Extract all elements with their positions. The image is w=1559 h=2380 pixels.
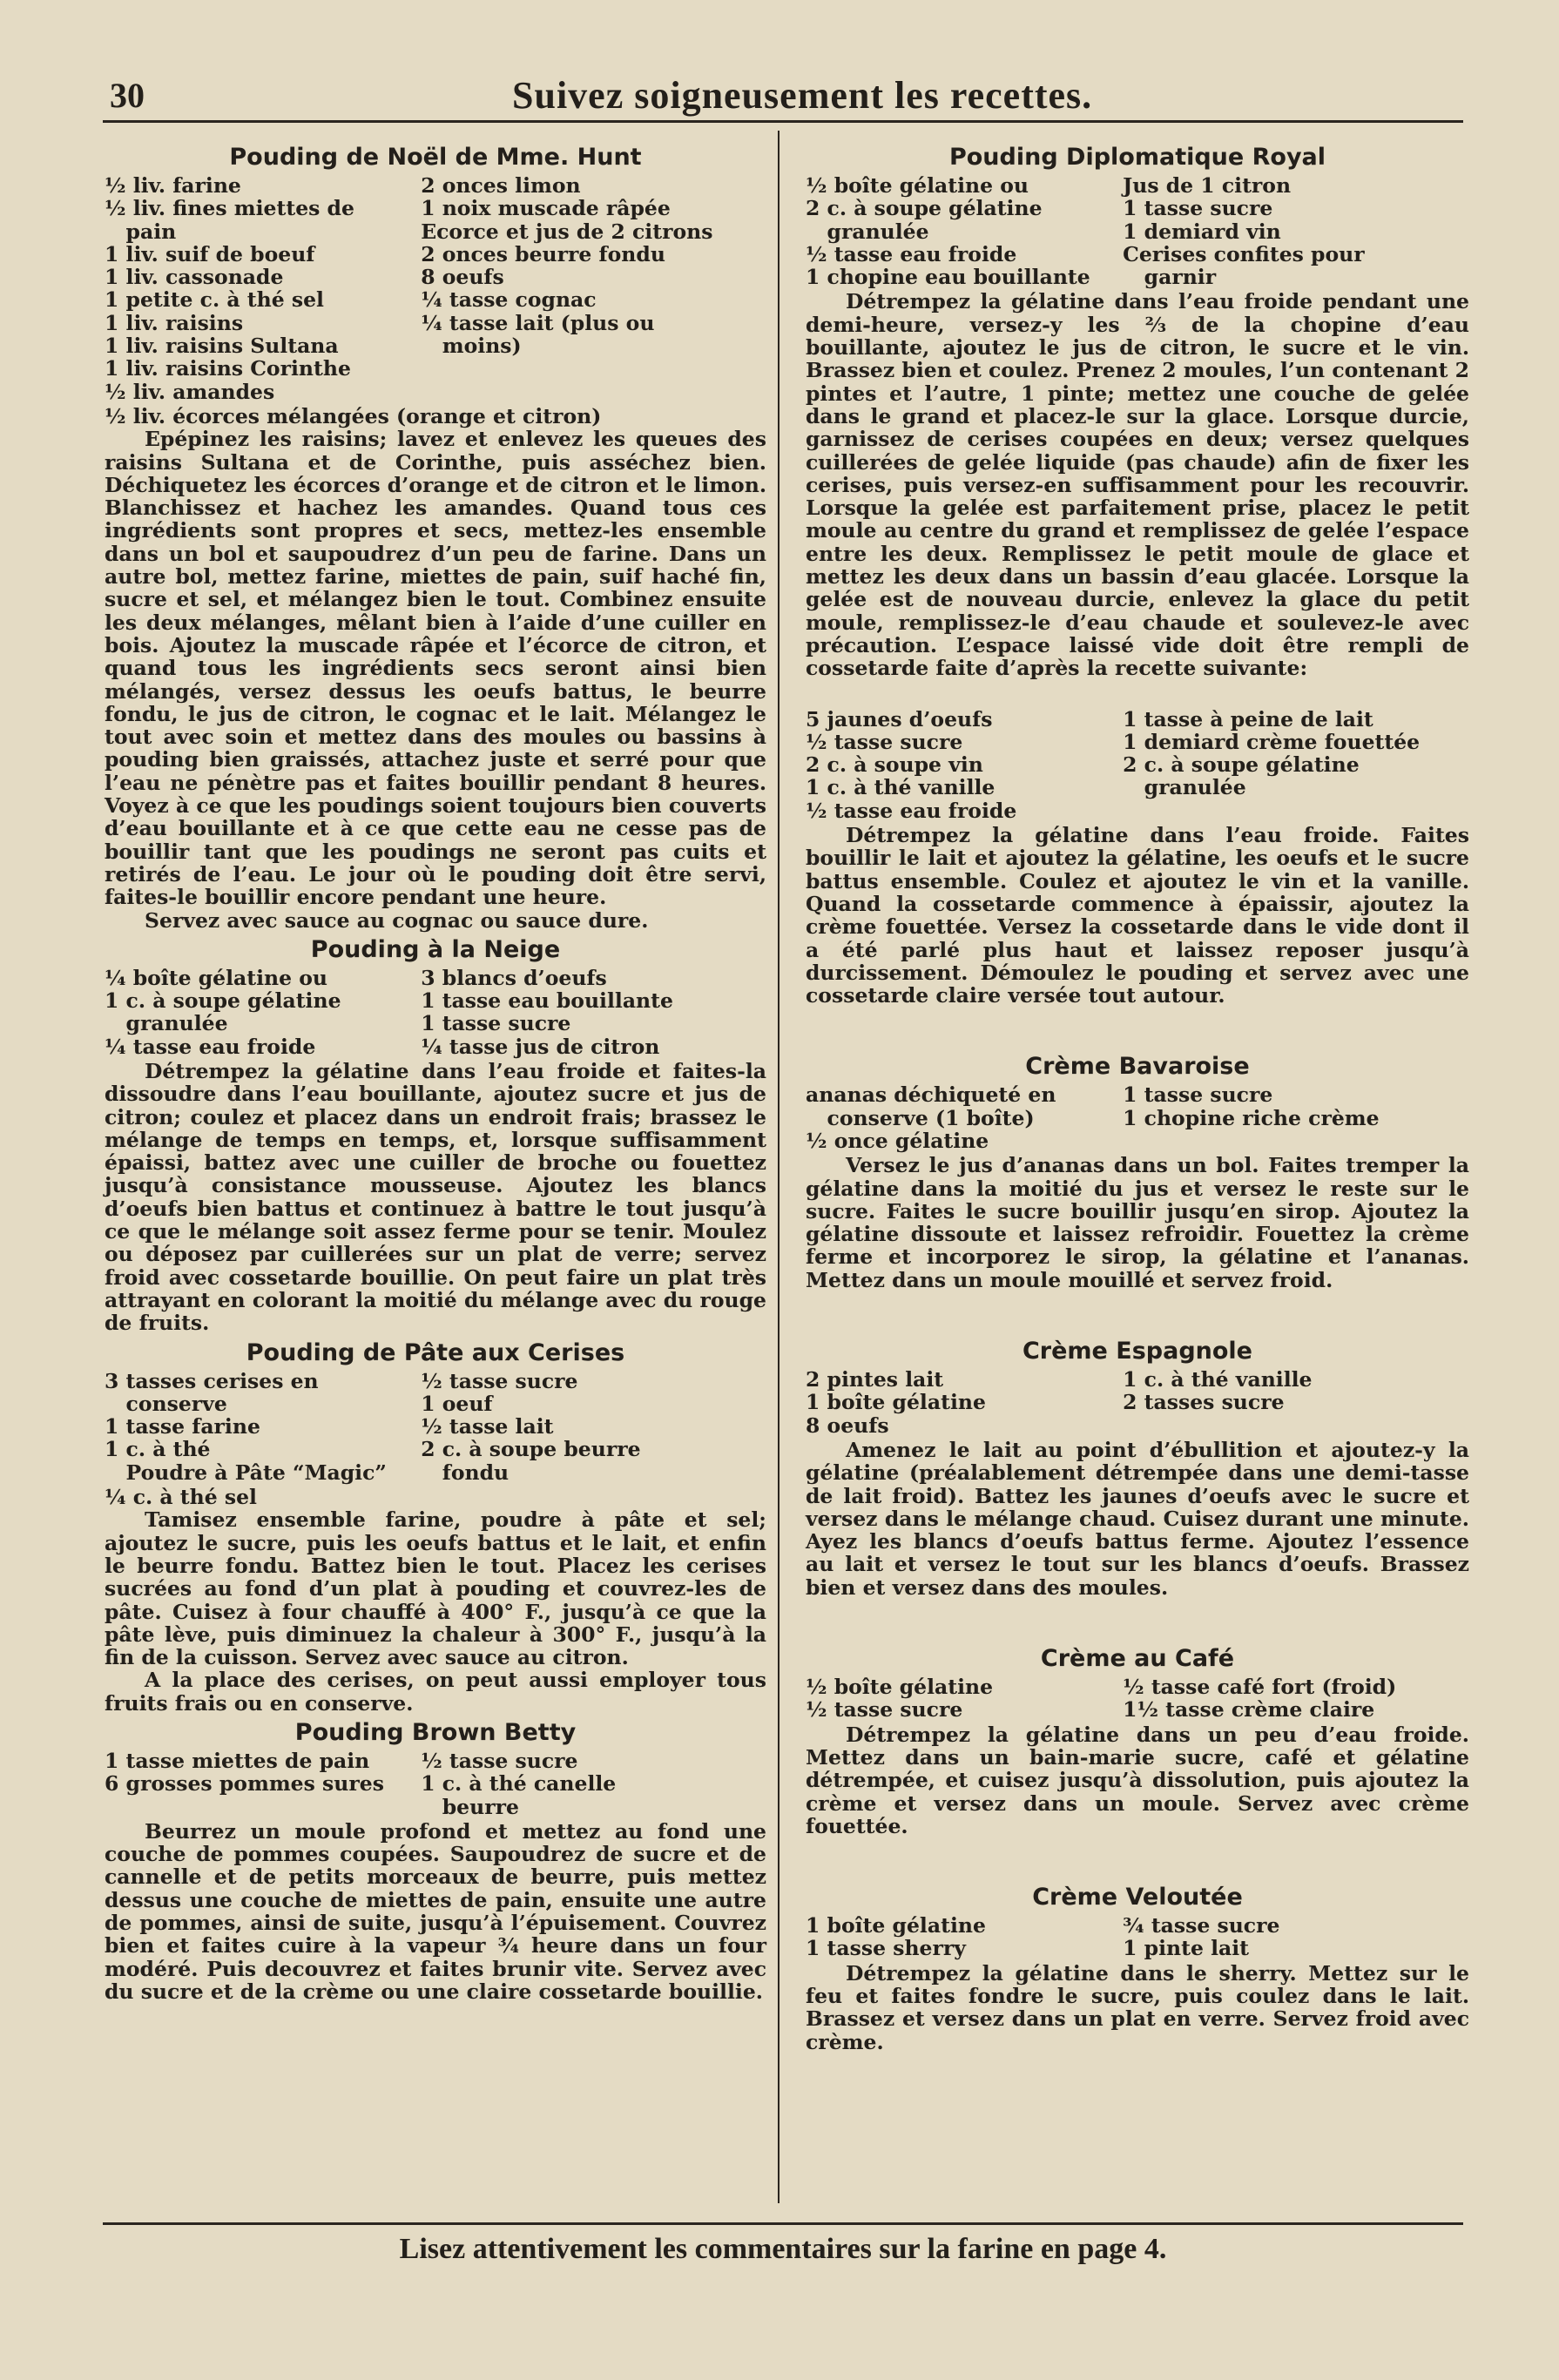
spacer [806, 680, 1469, 706]
ingredient: Ecorce et jus de 2 citrons [421, 219, 713, 244]
ingredient: granulée [806, 219, 929, 244]
recipe-pouding-brown-betty [105, 1718, 766, 2003]
recipe-title: Pouding à la Neige [310, 935, 561, 963]
ingredient: ½ tasse sucre [806, 1697, 963, 1723]
ingredient-column [806, 1914, 1117, 1960]
recipe-instructions: Détrempez la gélatine dans l’eau froide et faites-la dissoudre dans l’eau bouillante, ajoutez sucre et jus de citron; coulez et placez dans un endroit frais; brassez le mélange de temps en temps, et, lorsque suffisamment épaissi, battez avec une cuiller de broche ou fouettez jusqu’à consistance mousseuse. Ajoutez les blancs d’oeufs bien battus et continuez à battre le tout jusqu’à ce que le mélange soit assez ferme pour se tenir. Moulez ou déposez par cuillerées sur un plat de verre; servez froid avec cossetarde bouillie. On peut faire un plat très attrayant en colorant la moitié du mélange avec du rouge de fruits. [105, 1058, 766, 1336]
ingredient-column [105, 1370, 415, 1484]
ingredient-list [806, 1083, 1469, 1152]
recipe-title: Pouding de Pâte aux Cerises [246, 1338, 625, 1366]
recipe-title: Pouding Diplomatique Royal [948, 144, 1326, 171]
ingredient-column [421, 967, 772, 1058]
ingredient: 2 onces limon [421, 173, 581, 198]
recipe-instructions: Détrempez la gélatine dans l’eau froide. Faites bouillir le lait et ajoutez la gélatine, les oeufs et le sucre battus ensemble. Coulez et ajoutez le vin et la vanille. Quand la cossetarde commence à épaissir, ajoutez la crème fouettée. Versez la cossetarde dans le vide dont il a été parlé plus haut et laissez reposer jusqu’à durcissement. Démoulez le pouding et servez avec une cossetarde claire versée tout autour. [806, 823, 1469, 1008]
ingredient-list [806, 1675, 1469, 1722]
spacer [806, 1599, 1469, 1641]
ingredient: 1½ tasse crème claire [1123, 1697, 1375, 1723]
ingredient: garnir [1123, 265, 1217, 290]
ingredient: 3 blancs d’oeufs [421, 965, 607, 990]
recipe-instructions: Beurrez un moule profond et mettez au fond une couche de pommes coupées. Saupoudrez de sucre et de cannelle et de petits morceaux de beurre, puis mettez dessus une couche de miettes de pain, ensuite une autre de pommes, ainsi de suite, jusqu’à l’épuisement. Couvrez bien et faites cuire à la vapeur ¾ heure dans un four modéré. Puis decouvrez et faites brunir vite. Servez avec du sucre et de la crème ou une claire cossetarde bouillie. [105, 1818, 766, 2004]
ingredient-column [105, 1750, 415, 1818]
ingredient: 1 demiard crème fouettée [1123, 729, 1421, 754]
ingredient: beurre [421, 1794, 519, 1819]
page-title: Suivez soigneusement les recettes. [512, 74, 1093, 117]
ingredient-list [806, 708, 1469, 822]
ingredient: 1 boîte gélatine [806, 1913, 986, 1938]
ingredient-list [806, 1368, 1469, 1437]
ingredient: 8 oeufs [806, 1412, 889, 1438]
right-column [806, 139, 1469, 2053]
ingredient-list [105, 1370, 766, 1484]
ingredient: 1 boîte gélatine [806, 1390, 986, 1415]
ingredient: ¼ tasse jus de citron [421, 1034, 660, 1059]
ingredient: 1 pinte lait [1123, 1936, 1250, 1961]
ingredient: 1 tasse miettes de pain [105, 1749, 370, 1773]
spacer [806, 1291, 1469, 1333]
recipe-instructions: Détrempez la gélatine dans le sherry. Mettez sur le feu et faites fondre le sucre, puis coulez dans le lait. Brassez et versez dans un plat en verre. Servez froid avec crème. [806, 1960, 1469, 2054]
ingredient: ½ liv. farine [105, 173, 241, 198]
ingredient-column [1123, 174, 1475, 288]
ingredient: 8 oeufs [421, 265, 504, 290]
column-divider [778, 131, 780, 2203]
ingredient-column [105, 174, 415, 403]
ingredient: ¼ c. à thé sel [105, 1485, 257, 1510]
ingredient: Jus de 1 citron [1123, 173, 1292, 198]
ingredient-list [806, 174, 1469, 288]
ingredient: 1 tasse sucre [1123, 196, 1273, 221]
ingredient: 3 tasses cerises en [105, 1368, 319, 1393]
recipe-creme-veloutee [806, 1883, 1469, 2053]
left-column [105, 139, 766, 2003]
ingredient: 1 liv. cassonade [105, 265, 284, 290]
recipe-creme-bavaroise [806, 1052, 1469, 1291]
recipe-title: Crème Bavaroise [1025, 1053, 1250, 1081]
ingredient: 1 chopine riche crème [1123, 1105, 1380, 1130]
page-header [103, 68, 1470, 120]
recipe-pouding-diplomatique [806, 143, 1469, 1007]
recipe-pouding-cerises [105, 1338, 766, 1715]
ingredient: 2 tasses sucre [1123, 1390, 1285, 1415]
recipe-creme-espagnole [806, 1337, 1469, 1599]
ingredient: Poudre à Pâte “Magic” [105, 1460, 387, 1485]
ingredient-column [1123, 1675, 1475, 1722]
ingredient: pain [105, 219, 177, 244]
ingredient: ½ tasse eau froide [806, 798, 1017, 823]
ingredient: ½ liv. fines miettes de [105, 196, 354, 221]
page-footer: Lisez attentivement les commentaires sur la farine en page 4. [399, 2233, 1167, 2265]
ingredient: ½ tasse eau froide [806, 241, 1017, 266]
recipe-title: Crème Veloutée [1032, 1884, 1243, 1911]
ingredient-column [1123, 1914, 1475, 1960]
ingredient-column [806, 1675, 1117, 1722]
ingredient: 2 onces beurre fondu [421, 241, 665, 266]
ingredient-column [105, 967, 415, 1058]
ingredient: conserve (1 boîte) [806, 1105, 1035, 1130]
footer-rule [103, 2222, 1463, 2225]
ingredient-list [105, 174, 766, 403]
ingredient-column [421, 1750, 772, 1818]
ingredient: 1 liv. raisins [105, 310, 244, 335]
ingredient: 2 pintes lait [806, 1367, 944, 1392]
ingredient: ½ boîte gélatine ou [806, 173, 1029, 198]
ingredient: 6 grosses pommes sures [105, 1771, 384, 1797]
page-number: 30 [110, 76, 145, 115]
ingredient-column [1123, 1368, 1475, 1437]
ingredient: 1 c. à soupe gélatine [105, 988, 341, 1014]
ingredient: ¼ tasse cognac [421, 287, 597, 313]
ingredient: ½ tasse sucre [806, 729, 963, 754]
ingredient: 2 c. à soupe vin [806, 752, 983, 778]
ingredient: granulée [105, 1011, 228, 1036]
recipe-instructions: Epépinez les raisins; lavez et enlevez les queues des raisins Sultana et de Corinthe, puis asséchez bien. Déchiquetez les écorces d’orange et de citron et le limon. Blanchissez et hachez les amandes. Quand tous ces ingrédients sont propres et secs, mettez-les ensemble dans un bol et saupoudrez d’un peu de farine. Dans un autre bol, mettez farine, miettes de pain, suif haché fin, sucre et sel, et mélangez bien le tout. Combinez ensuite les deux mélanges, mêlant bien à l’aide d’une cuiller en bois. Ajoutez la muscade râpée et l’écorce de citron, et quand tous les ingrédients secs seront ainsi bien mélangés, versez dessus les oeufs battus, le beurre fondu, le jus de citron, le cognac et le lait. Mélangez le tout avec soin et mettez dans des moules ou bassins à pouding bien graissés, attachez juste et serré pour que l’eau ne pénètre pas et faites bouillir pendant 8 heures. Voyez à ce que les poudings soient toujours bien couverts d’eau bouillante et à ce que cette eau ne cesse pas de bouillir tant que les poudings ne seront pas cuits et retirés de l’eau. Le jour où le pouding doit être servi, faites-le bouillir encore pendant une heure. [105, 427, 766, 910]
recipe-instructions: Versez le jus d’ananas dans un bol. Faites tremper la gélatine dans la moitié du jus et versez le reste sur le sucre. Faites le sucre bouillir jusqu’en sirop. Ajoutez la gélatine dissoute et laissez refroidir. Fouettez la crème ferme et incorporez le sirop, la gélatine et l’ananas. Mettez dans un moule mouillé et servez froid. [806, 1153, 1469, 1292]
ingredient: 1 petite c. à thé sel [105, 287, 324, 313]
ingredient-column [421, 174, 772, 403]
ingredient: 1 noix muscade râpée [421, 196, 671, 221]
ingredient-column [806, 1083, 1117, 1152]
ingredient: 1 tasse sucre [421, 1011, 571, 1036]
ingredient: 1 tasse farine [105, 1414, 260, 1439]
recipe-note: Servez avec sauce au cognac ou sauce dure. [145, 907, 649, 933]
ingredient: 1 liv. raisins Sultana [105, 334, 339, 359]
recipe-title: Crème Espagnole [1022, 1338, 1252, 1365]
spacer [806, 1007, 1469, 1048]
recipe-title: Crème au Café [1040, 1645, 1235, 1673]
ingredient: ¼ tasse lait (plus ou [421, 310, 655, 335]
ingredient: fondu [421, 1460, 510, 1485]
ingredient: 5 jaunes d’oeufs [806, 706, 993, 732]
recipe-pouding-neige [105, 935, 766, 1335]
ingredient: 2 c. à soupe gélatine [806, 196, 1043, 221]
ingredient: conserve [105, 1391, 227, 1416]
ingredient: 1 tasse eau bouillante [421, 988, 673, 1014]
ingredient-column [806, 174, 1117, 288]
ingredient: 1 demiard vin [1123, 219, 1281, 244]
ingredient-column [421, 1370, 772, 1484]
ingredient: Cerises confites pour [1123, 241, 1365, 266]
ingredient: ½ boîte gélatine [806, 1675, 994, 1700]
ingredient-column [1123, 1083, 1475, 1152]
ingredient: 1 chopine eau bouillante [806, 265, 1090, 290]
ingredient-list [806, 1914, 1469, 1960]
recipe-creme-cafe [806, 1644, 1469, 1837]
ingredient: 1 tasse sherry [806, 1936, 966, 1961]
ingredient: 1 liv. raisins Corinthe [105, 356, 351, 381]
ingredient: ½ tasse café fort (froid) [1123, 1675, 1397, 1700]
ingredient-list [105, 967, 766, 1058]
ingredient: ¾ tasse sucre [1123, 1913, 1280, 1938]
ingredient: moins) [421, 334, 522, 359]
ingredient: 1 c. à thé canelle [421, 1771, 617, 1797]
recipe-note: A la place des cerises, on peut aussi employer tous fruits frais ou en conserve. [105, 1668, 766, 1716]
header-rule [103, 120, 1463, 123]
spacer [806, 1837, 1469, 1879]
recipe-title: Pouding Brown Betty [294, 1719, 577, 1746]
ingredient-column [1123, 708, 1475, 822]
ingredient: ¼ boîte gélatine ou [105, 965, 328, 990]
ingredient: 1 c. à thé [105, 1437, 211, 1462]
ingredient: 1 tasse sucre [1123, 1082, 1273, 1108]
ingredient: 2 c. à soupe gélatine [1123, 752, 1360, 778]
ingredient-column [806, 1368, 1117, 1437]
ingredient: ½ once gélatine [806, 1128, 989, 1153]
ingredient: 2 c. à soupe beurre [421, 1437, 641, 1462]
ingredient-list [105, 1750, 766, 1818]
recipe-pouding-noel [105, 143, 766, 932]
ingredient: ½ tasse sucre [421, 1368, 578, 1393]
recipe-instructions: Tamisez ensemble farine, poudre à pâte et sel; ajoutez le sucre, puis les oeufs battus et le lait, et enfin le beurre fondu. Battez bien le tout. Placez les cerises sucrées au fond d’un plat à pouding et couvrez-les de pâte. Cuisez à four chauffé à 400° F., jusqu’à ce que la pâte lève, puis diminuez la chaleur à 300° F., jusqu’à la fin de la cuisson. Servez avec sauce au citron. [105, 1507, 766, 1670]
ingredient: ½ liv. amandes [105, 379, 275, 404]
recipe-instructions: Amenez le lait au point d’ébullition et ajoutez-y la gélatine (préalablement détrempée dans une demi-tasse de lait froid). Battez les jaunes d’oeufs avec le sucre et versez dans le mélange chaud. Cuisez durant une minute. Ayez les blancs d’oeufs battus ferme. Ajoutez l’essence au lait et versez le tout sur les blancs d’oeufs. Brassez bien et versez dans des moules. [806, 1437, 1469, 1600]
ingredient: 1 tasse à peine de lait [1123, 706, 1373, 732]
ingredient: 1 liv. suif de boeuf [105, 241, 315, 266]
ingredient: granulée [1123, 775, 1246, 800]
recipe-title: Pouding de Noël de Mme. Hunt [229, 144, 642, 171]
recipe-instructions: Détrempez la gélatine dans l’eau froide pendant une demi-heure, versez-y les ⅔ de la chopine d’eau bouillante, ajoutez le jus de citron, le sucre et le vin. Brassez bien et coulez. Prenez 2 moules, l’un contenant 2 pintes et l’autre, 1 pinte; mettez une couche de gelée dans le grand et placez-le sur la glace. Lorsque durcie, garnissez de cerises coupées en deux; versez quelques cuillerées de gelée liquide (pas chaude) afin de fixer les cerises, puis versez-en suffisamment pour les recouvrir. Lorsque la gelée est parfaitement prise, placez le petit moule au centre du grand et remplissez de gelée l’espace entre les deux. Remplissez le petit moule de glace et mettez les deux dans un bassin d’eau glacée. Lorsque la gelée est de nouveau durcie, enlevez la glace du petit moule, remplissez-le d’eau chaude et soulevez-le avec précaution. L’espace laissé vide doit être rempli de cossetarde faite d’après la recette suivante: [806, 289, 1469, 681]
ingredient: ananas déchiqueté en [806, 1082, 1056, 1108]
ingredient: ½ tasse lait [421, 1414, 554, 1439]
ingredient: 1 c. à thé vanille [1123, 1367, 1313, 1392]
ingredient: 1 oeuf [421, 1391, 493, 1416]
ingredient: ½ tasse sucre [421, 1749, 578, 1773]
ingredient-column [806, 708, 1117, 822]
ingredient: 1 c. à thé vanille [806, 775, 995, 800]
ingredient: ¼ tasse eau froide [105, 1034, 316, 1059]
recipe-instructions: Détrempez la gélatine dans un peu d’eau froide. Mettez dans un bain-marie sucre, café et gélatine détrempée, et cuisez jusqu’à dissolution, puis ajoutez la crème et versez dans un moule. Servez avec crème fouettée. [806, 1722, 1469, 1838]
ingredient: ½ liv. écorces mélangées (orange et citron) [105, 403, 602, 428]
